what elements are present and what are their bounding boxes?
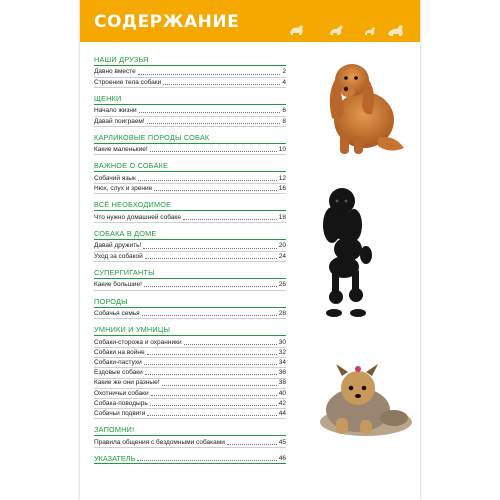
section-heading: ЗАПОМНИ! xyxy=(94,425,286,436)
entry-page: 28 xyxy=(278,310,286,318)
toc-entry xyxy=(94,338,286,348)
section-heading: ВСЁ НЕОБХОДИМОЕ xyxy=(94,200,286,211)
dog-silhouette-icon xyxy=(330,25,343,35)
toc-entry xyxy=(94,379,286,389)
entry-title: Собака-поводырь xyxy=(94,399,148,407)
entry-title: Уход за собакой xyxy=(94,252,143,260)
entry-page: 42 xyxy=(278,399,286,407)
toc-entry xyxy=(94,174,286,184)
leader-dots xyxy=(139,112,281,113)
entry-page: 26 xyxy=(278,281,286,289)
entry-title: Собачий язык xyxy=(94,174,136,182)
index-heading-row xyxy=(94,454,286,464)
entry-title: Начало жизни xyxy=(94,107,137,115)
leader-dots xyxy=(147,415,276,416)
toc-section xyxy=(94,325,286,419)
toc-entry xyxy=(94,358,286,368)
section-heading: УМНИКИ И УМНИЦЫ xyxy=(94,325,286,336)
dog-silhouette-icon xyxy=(388,25,403,36)
entry-title: Давай поиграем! xyxy=(94,117,145,125)
section-heading: СОБАКА В ДОМЕ xyxy=(94,229,286,240)
entry-title: Что нужно домашней собаке xyxy=(94,213,181,221)
toc-entry xyxy=(94,106,286,116)
black-poodle-image xyxy=(312,185,380,320)
entry-title: Давай дружить! xyxy=(94,242,142,250)
toc-section xyxy=(94,133,286,156)
entry-page: 2 xyxy=(282,68,286,76)
toc-entry xyxy=(94,280,286,290)
entry-page: 6 xyxy=(282,107,286,115)
entry-page: 32 xyxy=(278,348,286,356)
entry-page: 34 xyxy=(278,359,286,367)
leader-dots xyxy=(183,219,277,220)
toc-entry xyxy=(94,348,286,358)
entry-title: Охотничьи собаки xyxy=(94,389,149,397)
leader-dots xyxy=(147,123,281,124)
section-heading: НАШИ ДРУЗЬЯ xyxy=(94,55,286,66)
dog-silhouettes-decoration xyxy=(270,18,420,38)
dog-silhouette-icon xyxy=(290,25,303,35)
entry-title: Давно вместе xyxy=(94,68,136,76)
header-bar xyxy=(80,0,420,42)
leader-dots xyxy=(163,84,280,85)
entry-title: Ездовые собаки xyxy=(94,369,143,377)
toc-section xyxy=(94,94,286,127)
entry-page: 30 xyxy=(278,338,286,346)
leader-dots xyxy=(144,286,277,287)
leader-dots xyxy=(142,315,277,316)
section-heading: УКАЗАТЕЛЬ xyxy=(94,453,136,463)
entry-page: 45 xyxy=(278,438,286,446)
toc-section xyxy=(94,200,286,223)
toc-section xyxy=(94,425,286,448)
leader-dots xyxy=(147,354,277,355)
leader-dots xyxy=(145,258,277,259)
entry-page: 16 xyxy=(278,185,286,193)
entry-page: 24 xyxy=(278,252,286,260)
toc-entry xyxy=(94,389,286,399)
toc-section xyxy=(94,229,286,262)
entry-page: 38 xyxy=(278,379,286,387)
entry-title: Какие же они разные! xyxy=(94,379,160,387)
leader-dots xyxy=(145,374,277,375)
yorkshire-terrier-image xyxy=(306,360,414,440)
entry-title: Собаки на войне xyxy=(94,348,145,356)
section-heading: СУПЕРГИГАНТЫ xyxy=(94,268,286,279)
toc-entry xyxy=(94,409,286,419)
leader-dots xyxy=(150,405,277,406)
toc-entry xyxy=(94,309,286,319)
toc-section xyxy=(94,268,286,291)
toc-section xyxy=(94,161,286,194)
entry-page: 12 xyxy=(278,174,286,182)
entry-page: 36 xyxy=(278,369,286,377)
entry-page: 20 xyxy=(278,242,286,250)
entry-page: 44 xyxy=(278,410,286,418)
leader-dots xyxy=(138,74,281,75)
entry-title: Собаки-пастухи xyxy=(94,359,142,367)
table-of-contents xyxy=(94,55,286,470)
book-page xyxy=(80,0,420,500)
entry-page: 46 xyxy=(278,454,286,462)
page-title: СОДЕРЖАНИЕ xyxy=(94,12,240,32)
entry-title: Какие большие! xyxy=(94,281,142,289)
toc-entry xyxy=(94,184,286,194)
toc-section xyxy=(94,454,286,464)
leader-dots xyxy=(154,190,277,191)
entry-page: 40 xyxy=(278,389,286,397)
toc-entry xyxy=(94,399,286,409)
leader-dots xyxy=(143,248,277,249)
entry-title: Какие маленькие! xyxy=(94,146,148,154)
entry-title: Строение тела собаки xyxy=(94,78,162,86)
entry-title: Собачья семья xyxy=(94,310,140,318)
entry-title: Собаки-сторожа и охранники xyxy=(94,338,182,346)
section-heading: ПОРОДЫ xyxy=(94,297,286,308)
section-heading: КАРЛИКОВЫЕ ПОРОДЫ СОБАК xyxy=(94,133,286,144)
cocker-spaniel-image xyxy=(308,52,412,158)
entry-title: Нюх, слух и зрение xyxy=(94,185,153,193)
section-heading: ВАЖНОЕ О СОБАКЕ xyxy=(94,161,286,172)
leader-dots xyxy=(162,385,277,386)
entry-page: 4 xyxy=(282,78,286,86)
section-heading: ЩЕНКИ xyxy=(94,94,286,105)
leader-dots xyxy=(150,151,277,152)
leader-dots xyxy=(227,444,277,445)
leader-dots xyxy=(138,180,277,181)
toc-entry xyxy=(94,252,286,262)
toc-entry xyxy=(94,68,286,78)
leader-dots xyxy=(144,364,277,365)
toc-section xyxy=(94,55,286,88)
toc-section xyxy=(94,297,286,320)
leader-dots xyxy=(137,460,276,461)
toc-entry xyxy=(94,242,286,252)
toc-entry xyxy=(94,78,286,88)
entry-page: 10 xyxy=(278,146,286,154)
toc-entry xyxy=(94,117,286,127)
toc-entry xyxy=(94,368,286,378)
entry-page: 8 xyxy=(282,117,286,125)
leader-dots xyxy=(151,395,277,396)
toc-entry xyxy=(94,213,286,223)
dog-silhouette-icon xyxy=(365,27,375,35)
leader-dots xyxy=(184,344,277,345)
toc-entry xyxy=(94,438,286,448)
entry-page: 18 xyxy=(278,213,286,221)
toc-entry xyxy=(94,145,286,155)
entry-title: Правила общения с бездомными собаками xyxy=(94,438,225,446)
entry-title: Собачьи подвиги xyxy=(94,410,146,418)
